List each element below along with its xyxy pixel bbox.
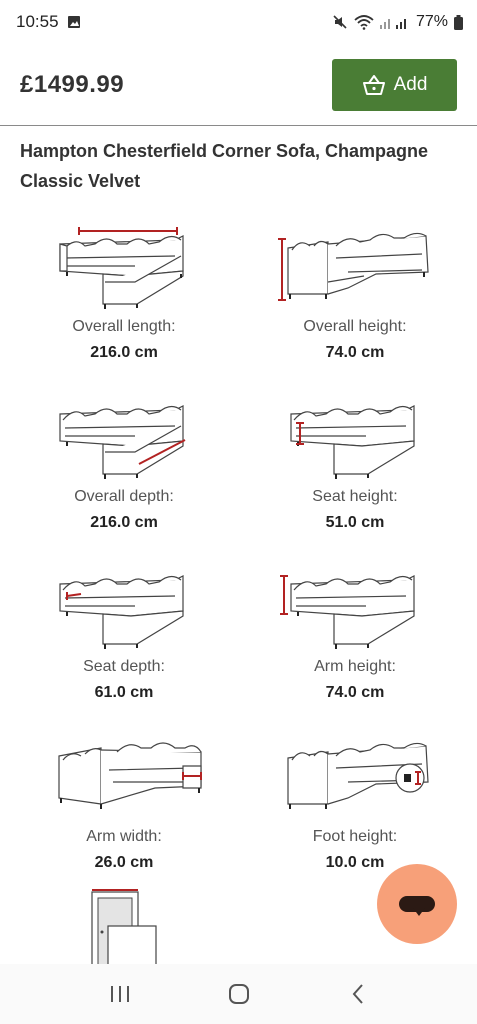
sofa-arm-width-diagram [5, 726, 243, 822]
dimension-label: Arm height: [314, 658, 396, 675]
sofa-length-diagram [5, 216, 243, 312]
product-dimensions-section [0, 126, 477, 964]
dimension-overall-length [5, 216, 243, 362]
dimension-label: Overall height: [303, 318, 407, 335]
recent-apps-icon [109, 984, 131, 1004]
dimension-value: 26.0 cm [94, 854, 154, 871]
sticky-price-header [0, 44, 477, 126]
dimension-value: 216.0 cm [90, 514, 158, 531]
sofa-arm-height-diagram [236, 556, 474, 652]
sofa-depth-diagram [5, 386, 243, 482]
add-button-label: Add [393, 73, 428, 95]
wifi-icon [354, 14, 374, 30]
sofa-foot-height-diagram [236, 726, 474, 822]
battery-icon [454, 15, 463, 30]
sofa-seat-depth-diagram [5, 556, 243, 652]
dimension-overall-height [236, 216, 474, 362]
home-icon [228, 983, 250, 1005]
status-bar [0, 0, 477, 44]
basket-icon [362, 74, 386, 96]
sofa-height-diagram [236, 216, 474, 312]
dimension-foot-height [236, 726, 474, 872]
dimension-seat-depth [5, 556, 243, 702]
dimension-label: Seat depth: [83, 658, 165, 675]
signal-icon [380, 15, 410, 29]
dimension-label: Seat height: [312, 488, 398, 505]
recent-apps-button[interactable] [100, 974, 140, 1014]
add-to-basket-button[interactable] [332, 59, 457, 111]
product-title: Hampton Chesterfield Corner Sofa, Champagne Classic Velvet [20, 141, 429, 191]
system-navigation-bar [0, 964, 477, 1024]
price: £1499.99 [20, 70, 125, 98]
dimension-value: 10.0 cm [325, 854, 385, 871]
dimension-label: Arm width: [86, 828, 162, 845]
battery-percent: 77% [415, 13, 448, 30]
mute-icon [332, 14, 348, 30]
chat-icon [399, 896, 435, 912]
dimension-value: 74.0 cm [325, 344, 385, 361]
dimension-arm-height [236, 556, 474, 702]
dimension-label: Overall length: [72, 318, 176, 335]
chat-button[interactable] [377, 864, 457, 944]
dimension-label: Overall depth: [74, 488, 174, 505]
dimension-overall-depth [5, 386, 243, 532]
doorway-diagram [88, 886, 158, 964]
clock: 10:55 [16, 12, 59, 31]
dimension-seat-height [236, 386, 474, 532]
dimension-arm-width [5, 726, 243, 872]
gallery-icon [67, 15, 81, 29]
dimension-value: 216.0 cm [90, 344, 158, 361]
dimension-label: Foot height: [312, 828, 398, 845]
back-icon [351, 983, 365, 1005]
dimension-value: 51.0 cm [325, 514, 385, 531]
back-button[interactable] [338, 974, 378, 1014]
sofa-seat-height-diagram [236, 386, 474, 482]
home-button[interactable] [219, 974, 259, 1014]
dimension-value: 61.0 cm [94, 684, 154, 701]
dimension-value: 74.0 cm [325, 684, 385, 701]
